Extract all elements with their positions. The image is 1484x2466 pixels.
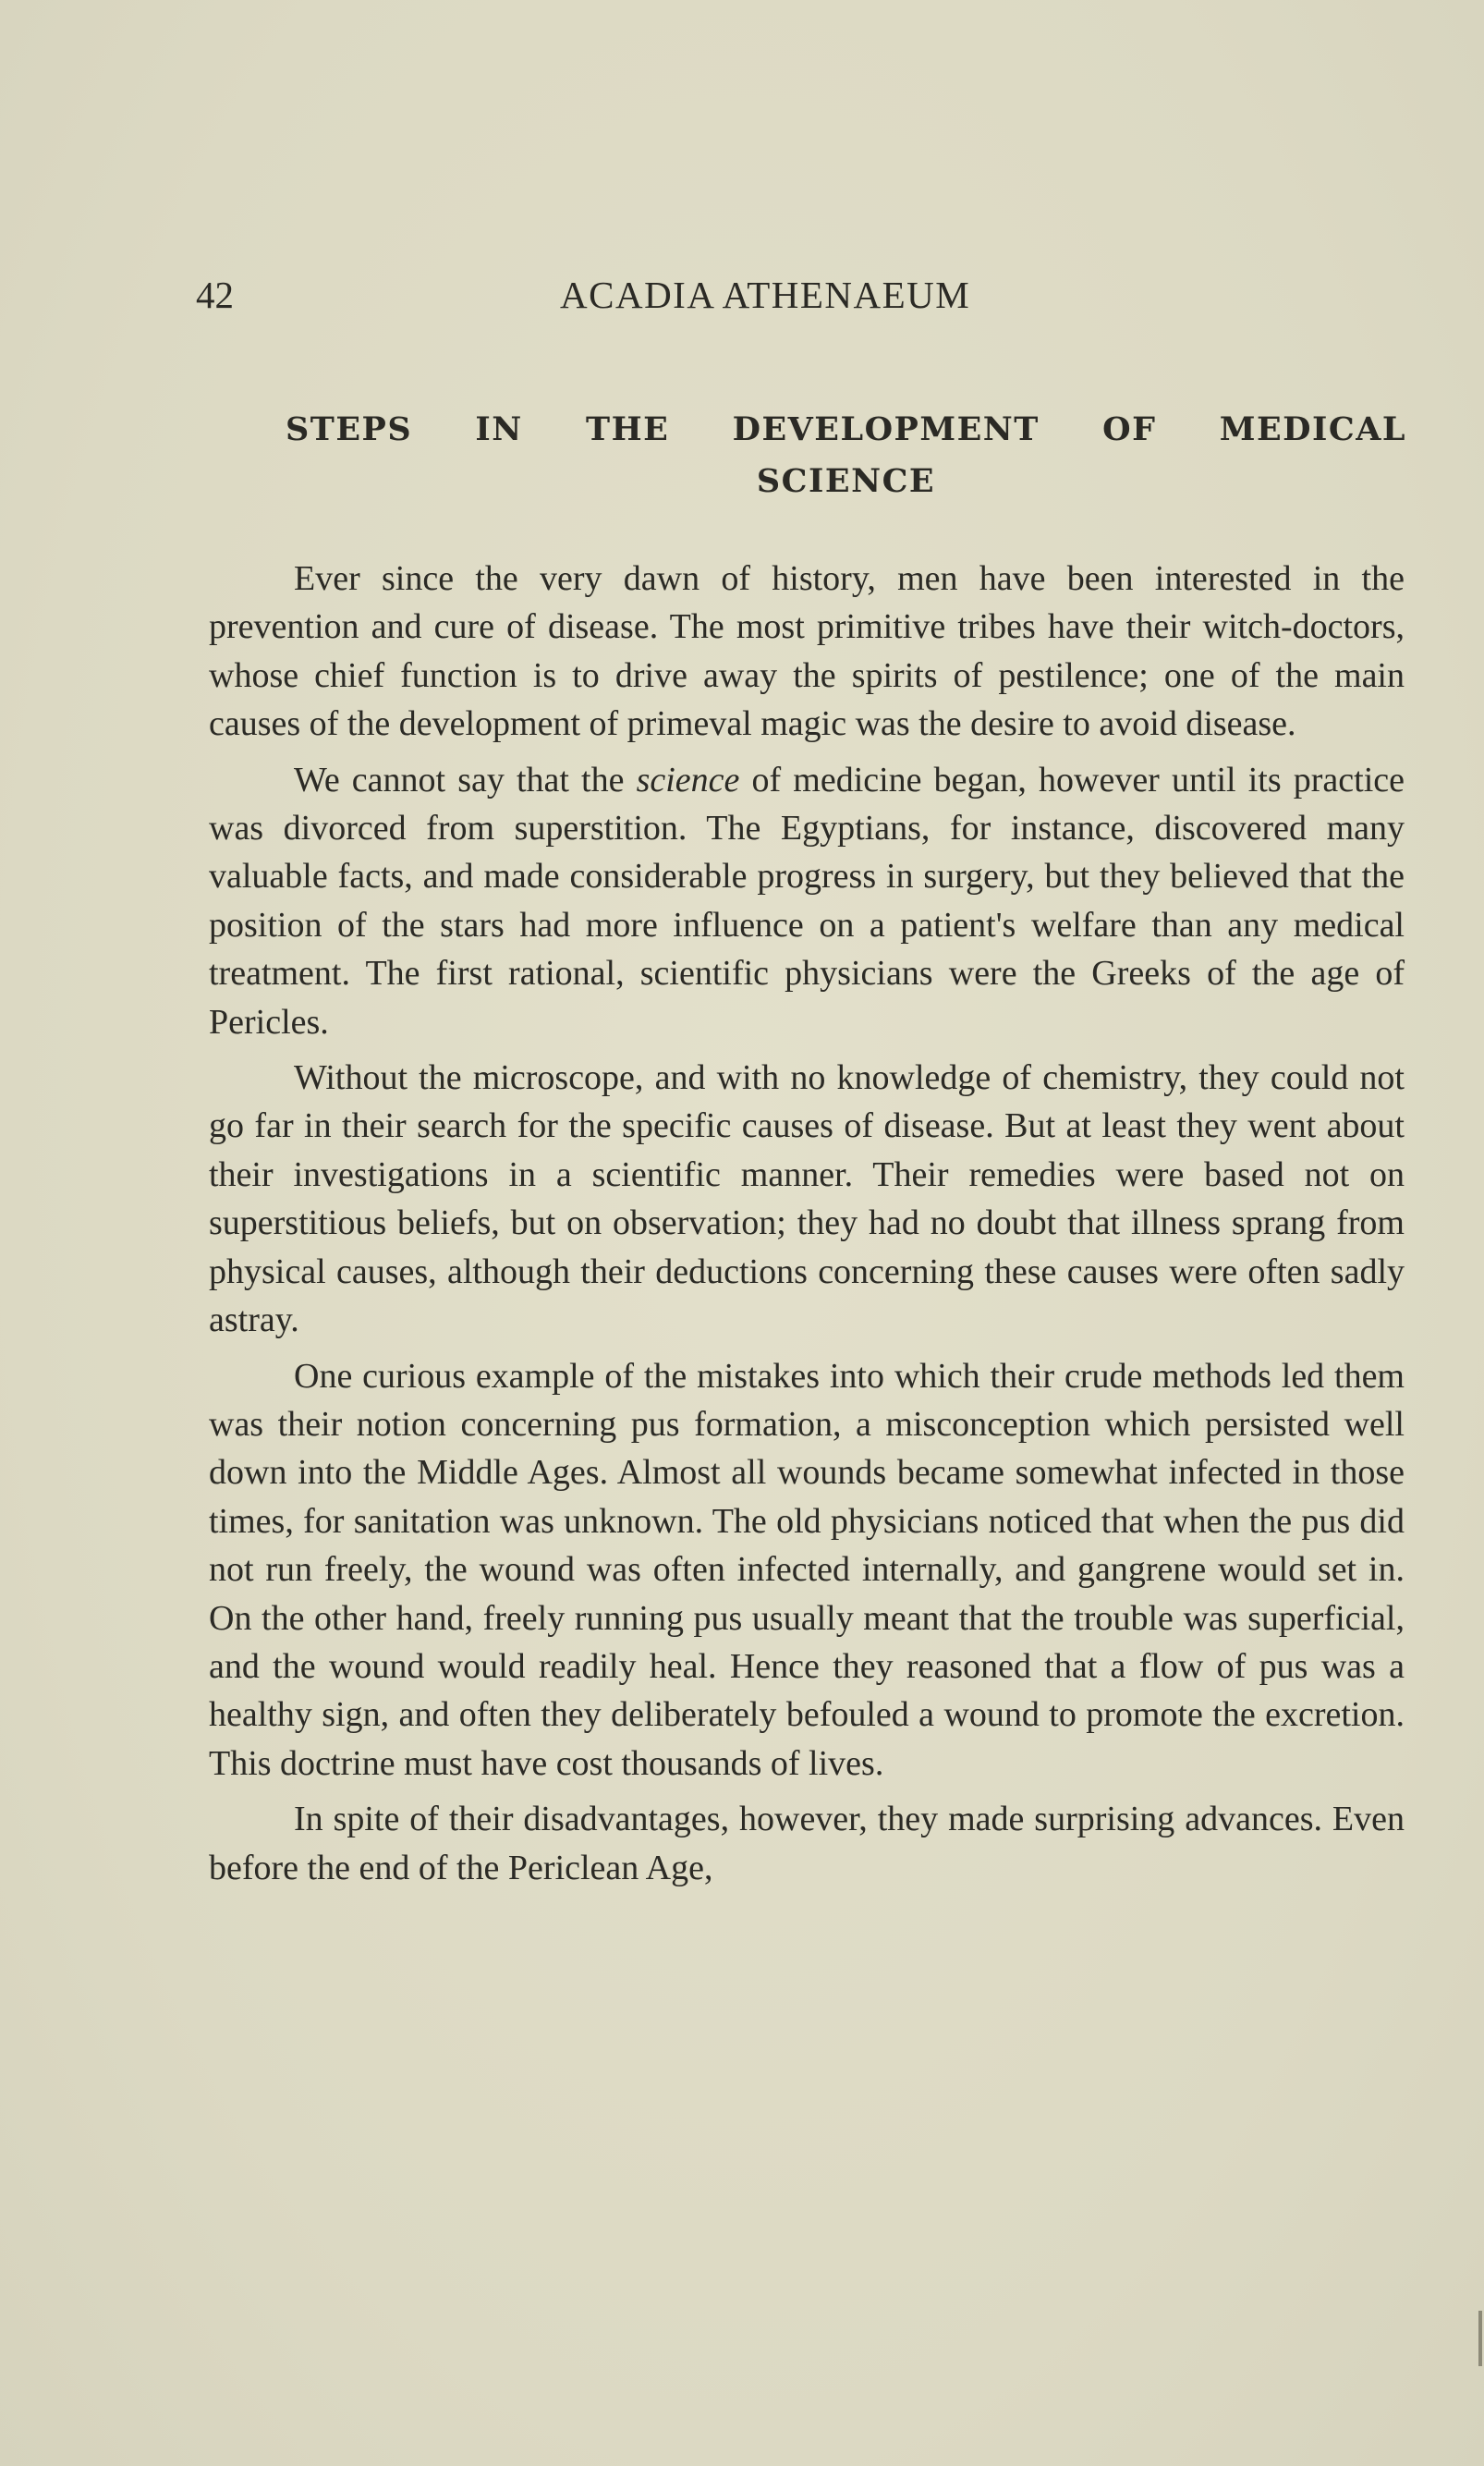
paragraph-3: Without the microscope, and with no knowledge of chemistry, they could not go far in their search for the specific causes of disease. But at least they went about their investigations in a scientific manner. Their remedies were based not on superstitious beliefs, but on observation; they had no doubt that illness sprang from physical causes, although their deductions concerning these causes were often sadly astray. bbox=[209, 1058, 1405, 1340]
paragraph-2 bbox=[209, 756, 1405, 1046]
journal-title: ACADIA ATHENAEUM bbox=[560, 274, 971, 316]
running-head bbox=[196, 273, 1406, 328]
page-edge-mark bbox=[1478, 2311, 1482, 2366]
paragraph-2-start: We cannot say that the bbox=[294, 760, 637, 800]
article-title-line-1: STEPS IN THE DEVELOPMENT OF MEDICAL bbox=[286, 410, 1406, 448]
paragraph-5: In spite of their disadvantages, however, they made surprising advances. Even before the end of the Periclean Age, bbox=[209, 1800, 1405, 1887]
paragraph-1: Ever since the very dawn of history, men have been interested in the prevention and cure of disease. The most primitive tribes have their witch-doctors, whose chief function is to drive away the spirits of pestilence; one of the main causes of the development of primeval magic was the desire to avoid disease. bbox=[209, 559, 1405, 744]
article-body bbox=[209, 555, 1405, 1899]
paragraph-2-rest: of medicine began, however until its practice was divorced from superstition. The Egyptians, for instance, discovered many valuable facts, and made considerable progress in surgery, but they believed that the position of the stars had more influence on a patient's welfare than any medical treatment. The first rational, scientific physicians were the Greeks of the age of Pericles. bbox=[209, 760, 1405, 1042]
page-number: 42 bbox=[196, 274, 234, 316]
article-title-line-2: SCIENCE bbox=[756, 462, 936, 500]
article-title bbox=[196, 404, 1406, 507]
paragraph-4: One curious example of the mistakes into which their crude methods led them was their notion concerning pus formation, a misconception which persisted well down into the Middle Ages. Almost all wounds became somewhat infected in those times, for sanitation was unknown. The old physicians noticed that when the pus did not run freely, the wound was often infected internally, and gangrene would set in. On the other hand, freely running pus usually meant that the trouble was superficial, and the wound would readily heal. Hence they reasoned that a flow of pus was a healthy sign, and often they deliberately befouled a wound to promote the excretion. This doctrine must have cost thousands of lives. bbox=[209, 1356, 1405, 1783]
emphasis-science: science bbox=[636, 760, 740, 800]
